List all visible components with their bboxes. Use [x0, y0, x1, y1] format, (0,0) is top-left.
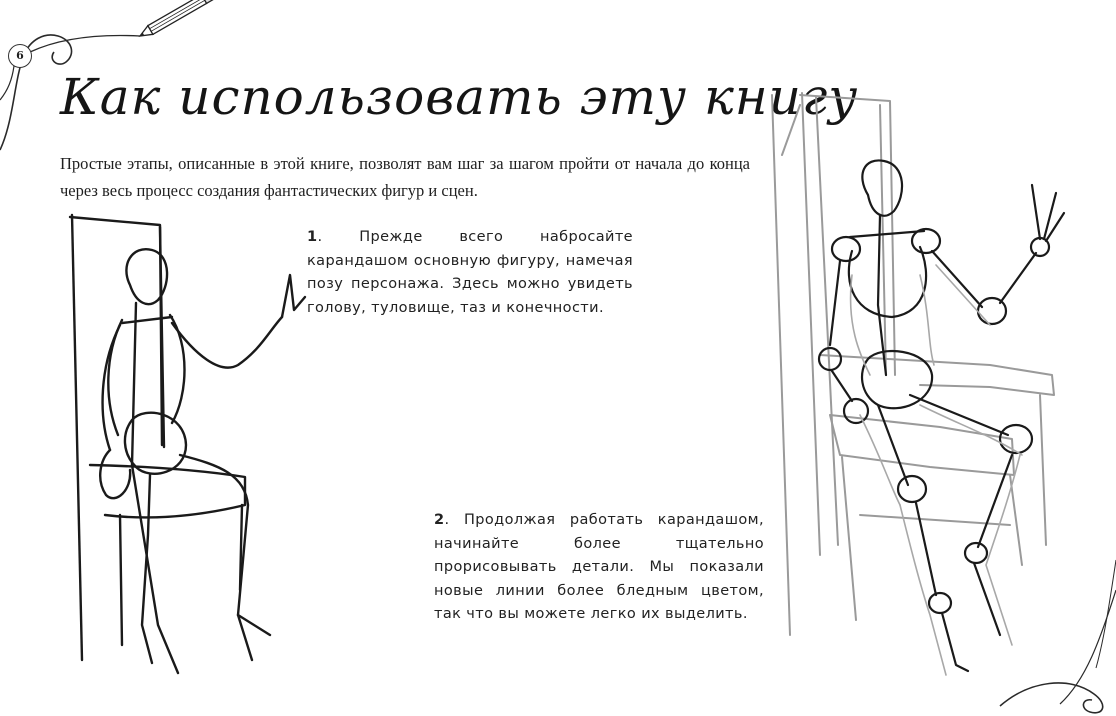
intro-paragraph: Простые этапы, описанные в этой книге, позволят вам шаг за шагом пройти от начала до конца через весь процесс создания фантастических фигур и сцен. [60, 154, 750, 200]
seated-figure-gesture-sketch-icon [60, 205, 310, 675]
step-2-number: 2 [434, 512, 445, 528]
step-1-body: . Прежде всего набросайте карандашом основную фигуру, намечая позу персонажа. Здесь можно увидеть голову, туловище, таз и конечности. [307, 229, 633, 316]
step-1-number: 1 [307, 229, 318, 245]
step-2-text [434, 509, 764, 627]
page-number: 6 [8, 44, 32, 68]
page-title: Как использовать эту книгу [60, 68, 859, 126]
pencil-icon [138, 0, 219, 40]
seated-figure-detailed-sketch-icon [760, 75, 1080, 695]
step-2-body: . Продолжая работать карандашом, начинайте более тщательно прорисовывать детали. Мы показали новые линии более бледным цветом, так что вы можете легко их выделить. [434, 512, 764, 622]
step-1-text [307, 226, 633, 320]
